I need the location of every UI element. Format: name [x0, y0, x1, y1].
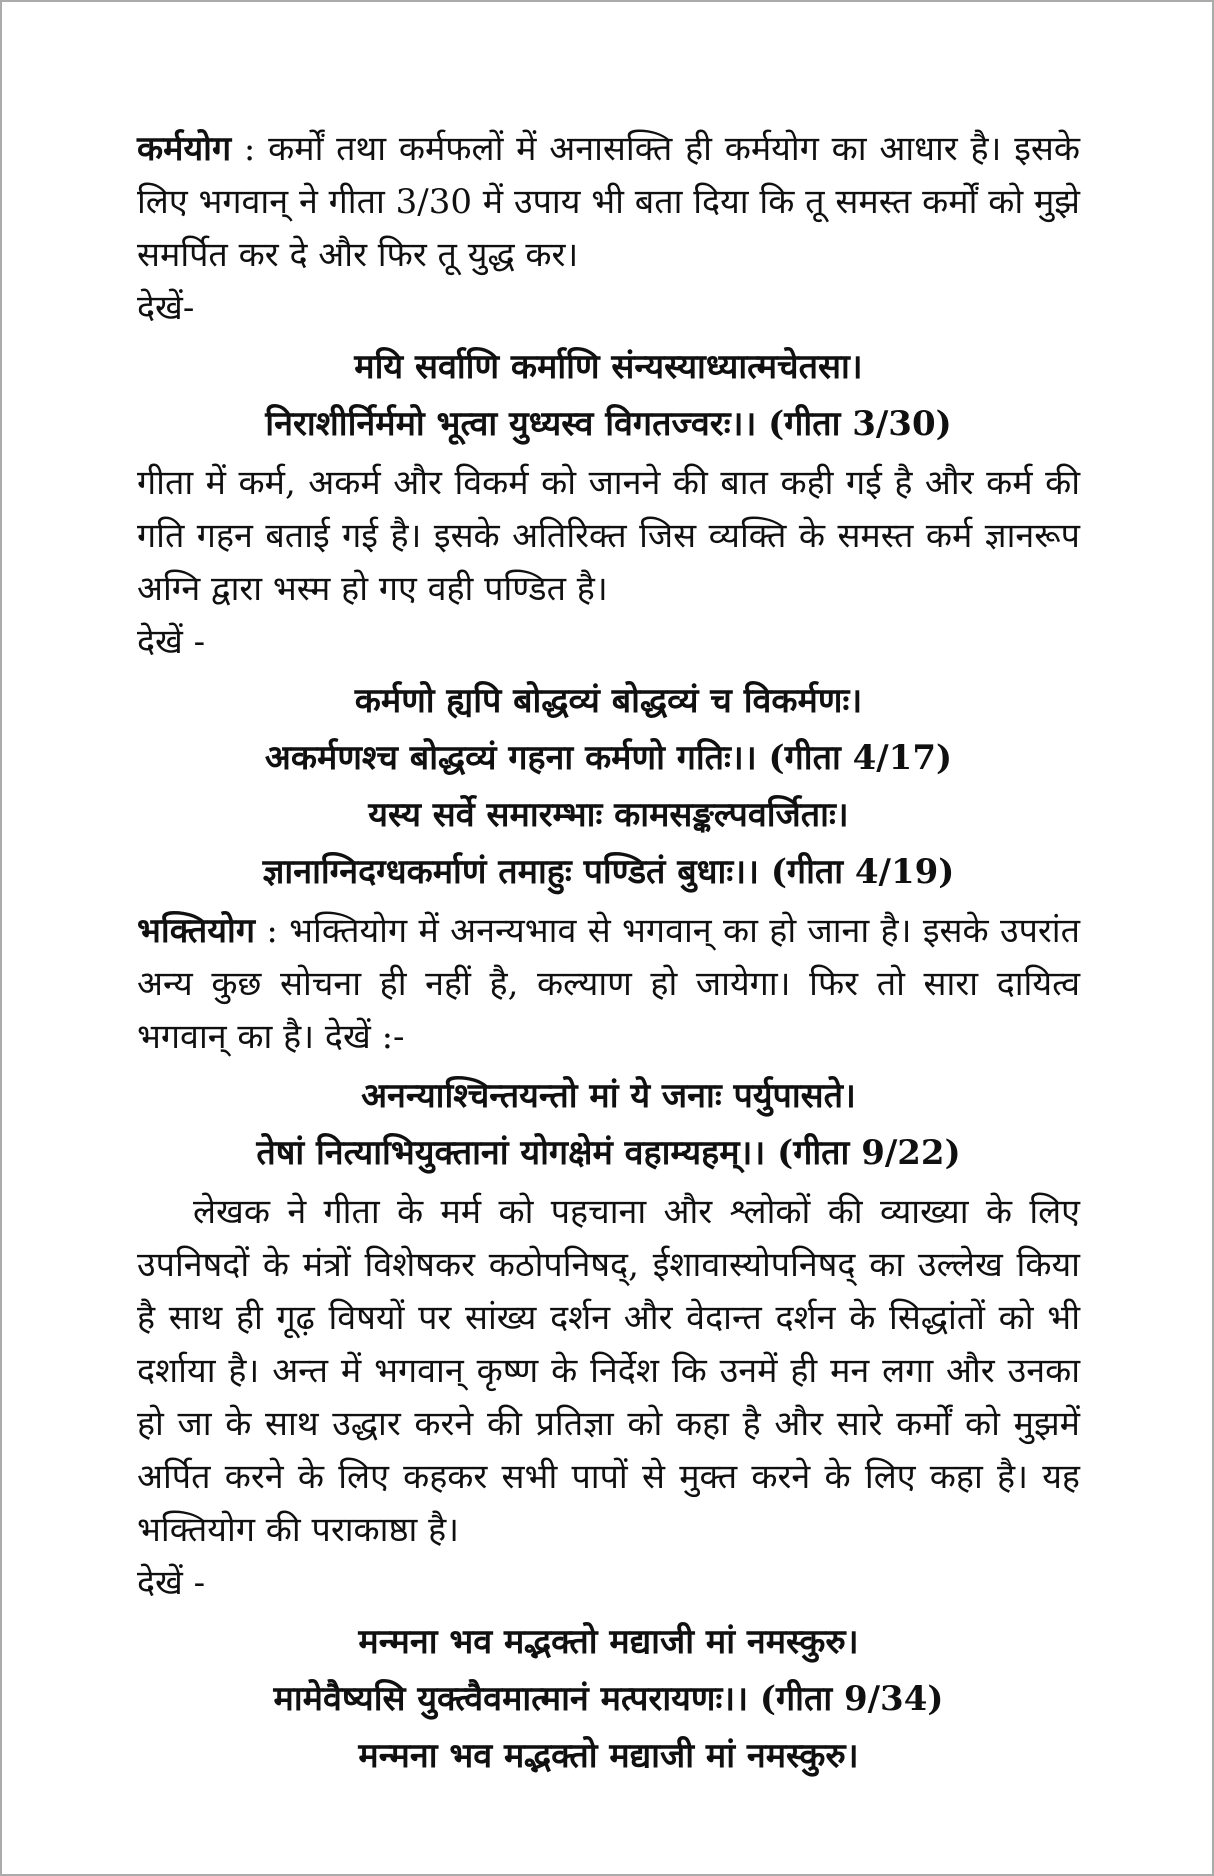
verse-line: निराशीर्निर्ममो भूत्वा युध्यस्व विगतज्वरः।। (गीता 3/30) — [265, 404, 952, 444]
verse-block — [137, 1068, 1080, 1182]
verse-line: कर्मणो ह्यपि बोद्धव्यं बोद्धव्यं च विकर्मणः। — [354, 681, 863, 721]
verse-block — [137, 673, 1080, 901]
paragraph: गीता में कर्म, अकर्म और विकर्म को जानने की बात कही गई है और कर्म की गति गहन बताई गई है। इसके अतिरिक्त जिस व्यक्ति के समस्त कर्म ज्ञानरूप अग्नि द्वारा भस्म हो गए वही पण्डित है। — [137, 463, 1080, 609]
verse-line: यस्य सर्वे समारम्भाः कामसङ्कल्पवर्जिताः। — [368, 795, 849, 835]
verse-line: अकर्मणश्च बोद्धव्यं गहना कर्मणो गतिः।। (गीता 4/17) — [264, 738, 953, 778]
see-label: देखें- — [137, 288, 195, 328]
see-label: देखें - — [137, 1563, 206, 1603]
verse-line: तेषां नित्याभियुक्तानां योगक्षेमं वहाम्यहम्।। (गीता 9/22) — [256, 1133, 961, 1173]
paragraph: लेखक ने गीता के मर्म को पहचाना और श्लोकों की व्याख्या के लिए उपनिषदों के मंत्रों विशेषकर कठोपनिषद्, ईशावास्योपनिषद् का उल्लेख किया है साथ ही गूढ़ विषयों पर सांख्य दर्शन और वेदान्त दर्शन के सिद्धांतों को भी दर्शाया है। अन्त में भगवान् कृष्ण के निर्देश कि उनमें ही मन लगा और उनका हो जा के साथ उद्धार करने की प्रतिज्ञा को कहा है और सारे कर्मों को मुझमें अर्पित करने के लिए कहकर सभी पापों से मुक्त करने के लिए कहा है। यह भक्तियोग की पराकाष्ठा है। — [137, 1192, 1080, 1550]
verse-block — [137, 1614, 1080, 1785]
verse-block — [137, 339, 1080, 453]
verse-line: मामेवैष्यसि युक्त्वैवमात्मानं मत्परायणः।। (गीता 9/34) — [273, 1679, 944, 1719]
verse-line: मयि सर्वाणि कर्माणि संन्यस्याध्यात्मचेतसा। — [354, 347, 863, 387]
section-term: भक्तियोग — [137, 911, 255, 951]
verse-line: मन्मना भव मद्भक्तो मद्याजी मां नमस्कुरु। — [358, 1622, 859, 1662]
paragraph — [137, 123, 1080, 282]
paragraph-text: : कर्मों तथा कर्मफलों में अनासक्ति ही कर्मयोग का आधार है। इसके लिए भगवान् ने गीता 3/30 में उपाय भी बता दिया कि तू समस्त कर्मों को मुझे समर्पित कर दे और फिर तू युद्ध कर। — [137, 129, 1080, 275]
paragraph — [137, 905, 1080, 1064]
verse-line: मन्मना भव मद्भक्तो मद्याजी मां नमस्कुरु। — [358, 1736, 859, 1776]
verse-line: अनन्याश्चिन्तयन्तो मां ये जनाः पर्युपासते। — [361, 1076, 856, 1116]
verse-line: ज्ञानाग्निदग्धकर्माणं तमाहुः पण्डितं बुधाः।। (गीता 4/19) — [262, 852, 955, 892]
document-blocks — [2, 2, 1212, 1785]
see-label: देखें - — [137, 622, 206, 662]
paragraph-text: : भक्तियोग में अनन्यभाव से भगवान् का हो जाना है। इसके उपरांत अन्य कुछ सोचना ही नहीं है, कल्याण हो जायेगा। फिर तो सारा दायित्व भगवान् का है। देखें :- — [137, 911, 1080, 1057]
section-term: कर्मयोग — [137, 129, 232, 169]
